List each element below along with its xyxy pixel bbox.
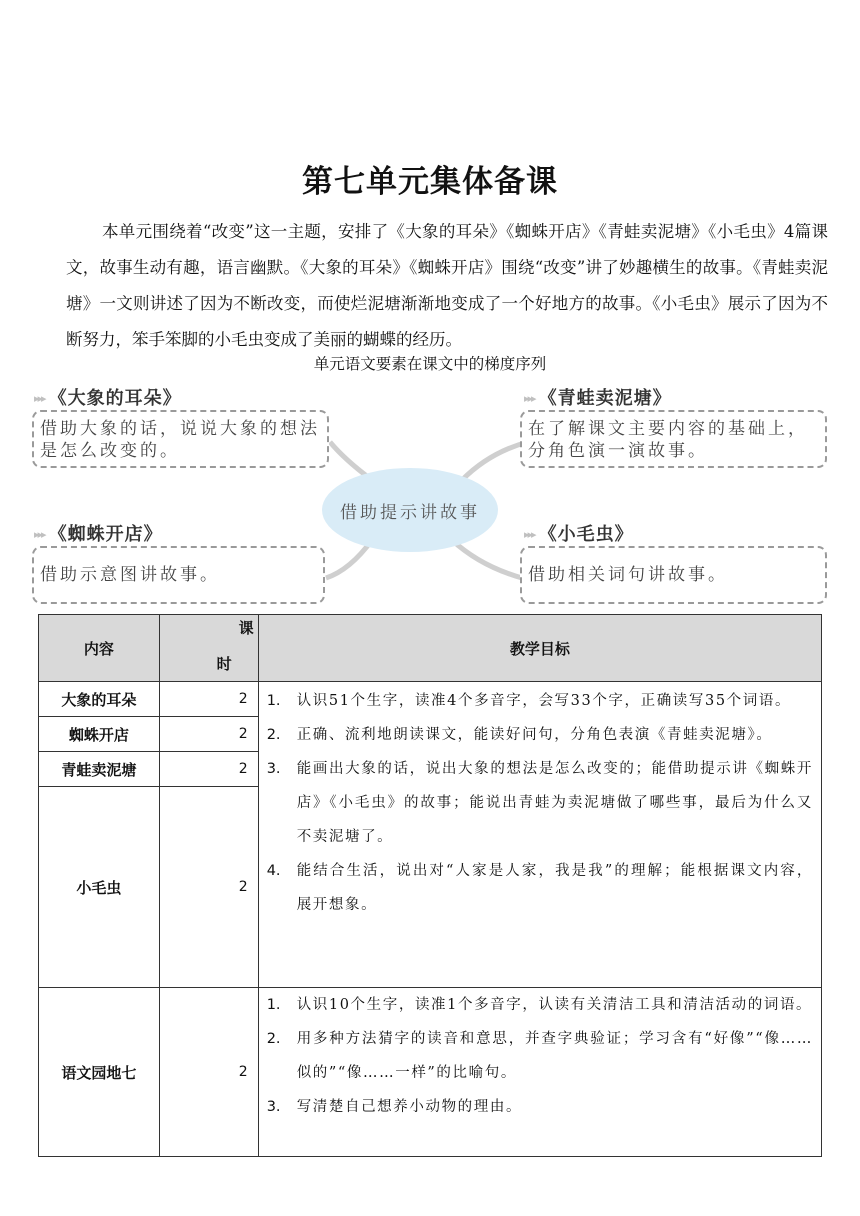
row-name: 语文园地七 <box>39 988 160 1157</box>
page-title: 第七单元集体备课 <box>302 164 558 200</box>
row-hours: 2 <box>159 988 258 1157</box>
branch-title-frog: ▸▸▸ 《青蛙卖泥塘》 <box>524 388 672 409</box>
list-item: 1. 认识51个生字，读准4个多音字，会写33个字，正确读写35个词语。 <box>266 693 792 709</box>
list-item: 2. 用多种方法猜字的读音和意思，并查字典验证；学习含有“好像”“像……似的”“像……一样”的比喻句。 <box>266 1031 813 1081</box>
list-item: 3. 写清楚自己想养小动物的理由。 <box>266 1099 523 1115</box>
header-goals: 教学目标 <box>258 615 821 682</box>
mindmap-caption: 单元语文要素在课文中的梯度序列 <box>313 355 547 373</box>
row-hours: 2 <box>159 787 258 988</box>
row-name: 小毛虫 <box>39 787 160 988</box>
branch-title-elephant: ▸▸▸ 《大象的耳朵》 <box>34 388 182 409</box>
branch-box-frog: 在了解课文主要内容的基础上，分角色演一演故事。 <box>520 410 827 468</box>
arrow-icon: ▸▸▸ <box>34 528 45 541</box>
list-item: 1. 认识10个生字，读准1个多音字，认读有关清洁工具和清洁活动的词语。 <box>266 997 813 1013</box>
row-hours: 2 <box>159 682 258 717</box>
teaching-goals-table <box>38 614 822 1157</box>
table-header-row <box>39 615 822 682</box>
list-item: 2. 正确、流利地朗读课文，能读好问句，分角色表演《青蛙卖泥塘》。 <box>266 727 773 743</box>
row-name: 蜘蛛开店 <box>39 717 160 752</box>
table-row <box>39 988 822 1157</box>
row-name: 青蛙卖泥塘 <box>39 752 160 787</box>
header-content: 内容 <box>39 615 160 682</box>
arrow-icon: ▸▸▸ <box>524 392 535 405</box>
mindmap <box>0 380 860 610</box>
mindmap-center: 借助提示讲故事 <box>322 468 498 552</box>
intro-paragraph: 本单元围绕着“改变”这一主题，安排了《大象的耳朵》《蜘蛛开店》《青蛙卖泥塘》《小毛虫》4篇课文，故事生动有趣，语言幽默。《大象的耳朵》《蜘蛛开店》围绕“改变”讲了妙趣横生的故事。《青蛙卖泥塘》一文则讲述了因为不断改变，而使烂泥塘渐渐地变成了一个好地方的故事。《小毛虫》展示了因为不断努力，笨手笨脚的小毛虫变成了美丽的蝴蝶的经历。 <box>66 222 828 349</box>
arrow-icon: ▸▸▸ <box>524 528 535 541</box>
branch-title-caterpillar: ▸▸▸ 《小毛虫》 <box>524 524 634 545</box>
list-item: 4. 能结合生活，说出对“人家是人家，我是我”的理解；能根据课文内容，展开想象。 <box>266 863 813 913</box>
row-hours: 2 <box>159 717 258 752</box>
branch-box-caterpillar: 借助相关词句讲故事。 <box>520 546 827 604</box>
branch-box-spider: 借助示意图讲故事。 <box>32 546 325 604</box>
goals-group-1 <box>258 682 821 988</box>
goals-group-2 <box>258 988 821 1157</box>
table-row <box>39 682 822 717</box>
branch-box-elephant: 借助大象的话，说说大象的想法是怎么改变的。 <box>32 410 329 468</box>
list-item: 3. 能画出大象的话，说出大象的想法是怎么改变的；能借助提示讲《蜘蛛开店》《小毛虫》的故事；能说出青蛙为卖泥塘做了哪些事，最后为什么又不卖泥塘了。 <box>266 761 813 845</box>
branch-title-spider: ▸▸▸ 《蜘蛛开店》 <box>34 524 163 545</box>
arrow-icon: ▸▸▸ <box>34 392 45 405</box>
header-hours: 课 时 <box>159 615 258 682</box>
row-name: 大象的耳朵 <box>39 682 160 717</box>
row-hours: 2 <box>159 752 258 787</box>
